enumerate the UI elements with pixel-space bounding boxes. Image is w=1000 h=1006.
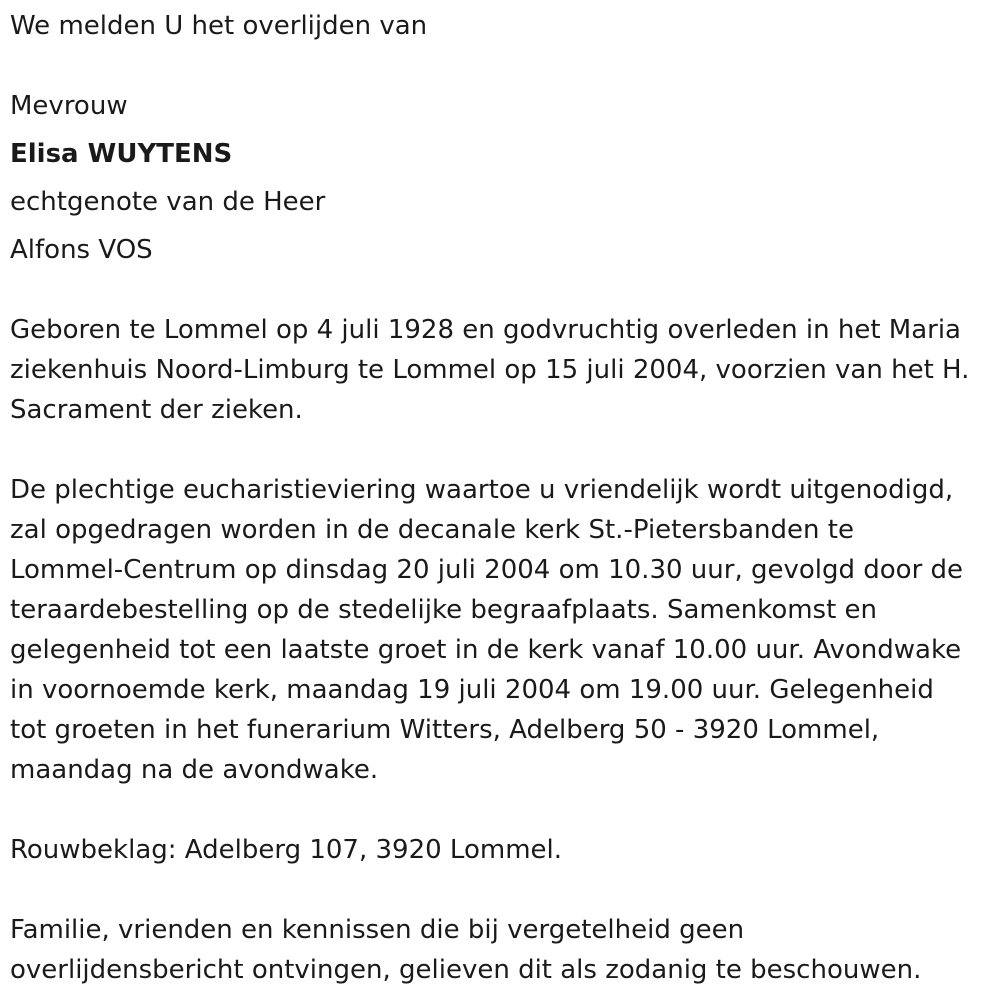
paragraph-line: in voornoemde kerk, maandag 19 juli 2004 om 19.00 uur. Gelegenheid	[10, 675, 934, 705]
paragraph-line: tot groeten in het funerarium Witters, Adelberg 50 - 3920 Lommel,	[10, 715, 880, 745]
paragraph-line: De plechtige eucharistieviering waartoe u vriendelijk wordt uitgenodigd,	[10, 475, 954, 505]
paragraph-line: Sacrament der zieken.	[10, 395, 303, 425]
paragraph-line: Geboren te Lommel op 4 juli 1928 en godvruchtig overleden in het Maria	[10, 315, 961, 345]
paragraph-line: Lommel-Centrum op dinsdag 20 juli 2004 om 10.30 uur, gevolgd door de	[10, 555, 964, 585]
deceased-name: Elisa WUYTENS	[10, 139, 233, 169]
paragraph-line: gelegenheid tot een laatste groet in de kerk vanaf 10.00 uur. Avondwake	[10, 635, 962, 665]
paragraph-line: Familie, vrienden en kennissen die bij vergetelheid geen	[10, 915, 745, 945]
birth-death-paragraph	[10, 310, 990, 430]
paragraph-line: maandag na de avondwake.	[10, 755, 379, 785]
paragraph-line: Rouwbeklag: Adelberg 107, 3920 Lommel.	[10, 835, 563, 865]
paragraph-line: ziekenhuis Noord-Limburg te Lommel op 15 juli 2004, voorzien van het H.	[10, 355, 970, 385]
spouse-name: Alfons VOS	[10, 235, 153, 265]
paragraph-line: zal opgedragen worden in de decanale kerk St.-Pietersbanden te	[10, 515, 854, 545]
announcement-intro: We melden U het overlijden van	[10, 11, 428, 41]
relation-text: echtgenote van de Heer	[10, 187, 326, 217]
paragraph-line: teraardebestelling op de stedelijke begraafplaats. Samenkomst en	[10, 595, 878, 625]
family-notice-paragraph	[10, 910, 990, 990]
deceased-title: Mevrouw	[10, 91, 128, 121]
paragraph-line: overlijdensbericht ontvingen, gelieven dit als zodanig te beschouwen.	[10, 955, 922, 985]
service-paragraph	[10, 470, 990, 790]
condolences-paragraph	[10, 830, 990, 870]
